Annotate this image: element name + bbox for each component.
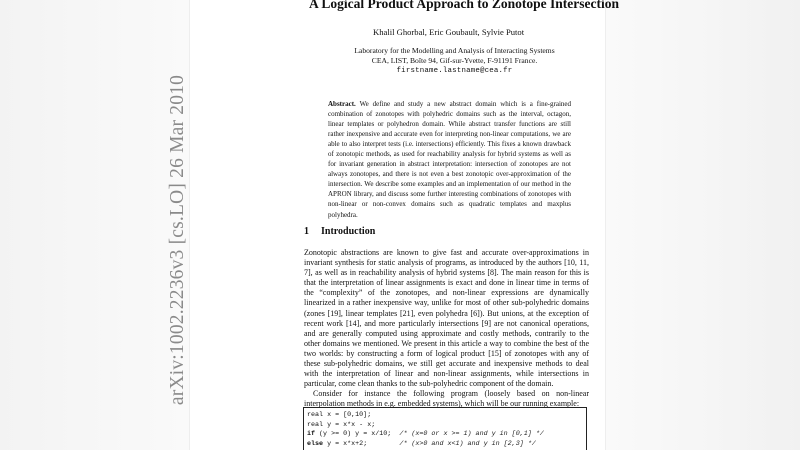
code-listing: [303, 407, 587, 450]
section-title: Introduction: [321, 226, 376, 237]
code-keyword: if: [307, 430, 316, 439]
abstract-label: Abstract.: [328, 100, 356, 108]
paragraph: Consider for instance the following program (loosely based on non-linear interpolation methods in e.g. embedded systems), which will be our running example:: [304, 389, 589, 409]
right-margin-background: [605, 0, 800, 450]
paper-title: A Logical Product Approach to Zonotope Intersection: [309, 0, 620, 11]
code-keyword: else: [307, 439, 324, 448]
author-email: firstname.lastname@cea.fr: [396, 67, 513, 75]
affiliation-line-1: Laboratory for the Modelling and Analysis of Interacting Systems: [354, 46, 555, 55]
affiliation: [347, 46, 562, 76]
code-line-2: real y = x*x - x;: [307, 420, 376, 429]
code-comment: /* (x>0 and x<1) and y in [2,3] */: [399, 439, 536, 448]
abstract-text: We define and study a new abstract domain which is a fine-grained combination of zonotopes with polyhedric domains such as the interval, octagon, linear templates or polyhedron domain. While abstract transfer functions are still rather inexpensive and accurate even for interpreting non-linear computations, we are able to also interpret tests (i.e. intersections) efficiently. This fixes a known drawback of zonotopic methods, as used for reachability analysis for hybrid systems as well as for invariant generation in abstract interpretation: intersection of zonotopes are not always zonotopes, and there is not even a best zonotopic over-approximation of the intersection. We describe some examples and an implementation of our method in the APRON library, and discuss some further interesting combinations of zonotopes with non-linear or non-convex domains such as quadratic templates and maxplus polyhedra.: [328, 100, 571, 219]
section-number: 1: [304, 226, 309, 237]
code-line-4: [307, 440, 582, 450]
paragraph: Zonotopic abstractions are known to give fast and accurate over-approximations in invariant synthesis for static analysis of programs, as introduced by the authors [10, 11, 7], as well as in reachability analysis of hybrid systems [8]. The main reason for this is that the interpretation of linear assignments is exact and done in linear time in terms of the “complexity” of the zonotopes, and non-linear expressions are dynamically linearized in a rather inexpensive way, unlike for most of other sub-polyhedric domains (zones [19], linear templates [21], even polyhedra [6]). But unions, at the exception of recent work [14], and more particularly intersections [9] are not canonical operations, and are generally computed using approximate and costly methods, contrarily to the other domains we mentioned. We present in this article a way to combine the best of the two worlds: by constructing a form of logical product [15] of zonotopes with any of these sub-polyhedric domains, we still get accurate and inexpensive methods to deal with the interpretation of linear and non-linear assignments, while intersections in particular, come clean thanks to the sub-polyhedric component of the domain.: [304, 248, 589, 389]
body-text: [304, 248, 589, 410]
author-list: Khalil Ghorbal, Eric Goubault, Sylvie Putot: [373, 27, 525, 37]
code-text: (y >= 0) y = x/10;: [315, 430, 400, 439]
abstract: [328, 99, 571, 220]
code-text: y = x*x+2;: [323, 439, 400, 448]
section-heading: [304, 226, 375, 237]
code-comment: /* (x=0 or x >= 1) and y in [0,1] */: [399, 430, 544, 439]
code-line-3: [307, 430, 582, 440]
arxiv-stamp: arXiv:1002.2236v3 [cs.LO] 26 Mar 2010: [167, 74, 188, 406]
left-margin-background: [0, 0, 190, 450]
code-line-1: real x = [0,10];: [307, 411, 372, 419]
affiliation-line-2: CEA, LIST, Boîte 94, Gif-sur-Yvette, F-91191 France.: [371, 56, 538, 65]
